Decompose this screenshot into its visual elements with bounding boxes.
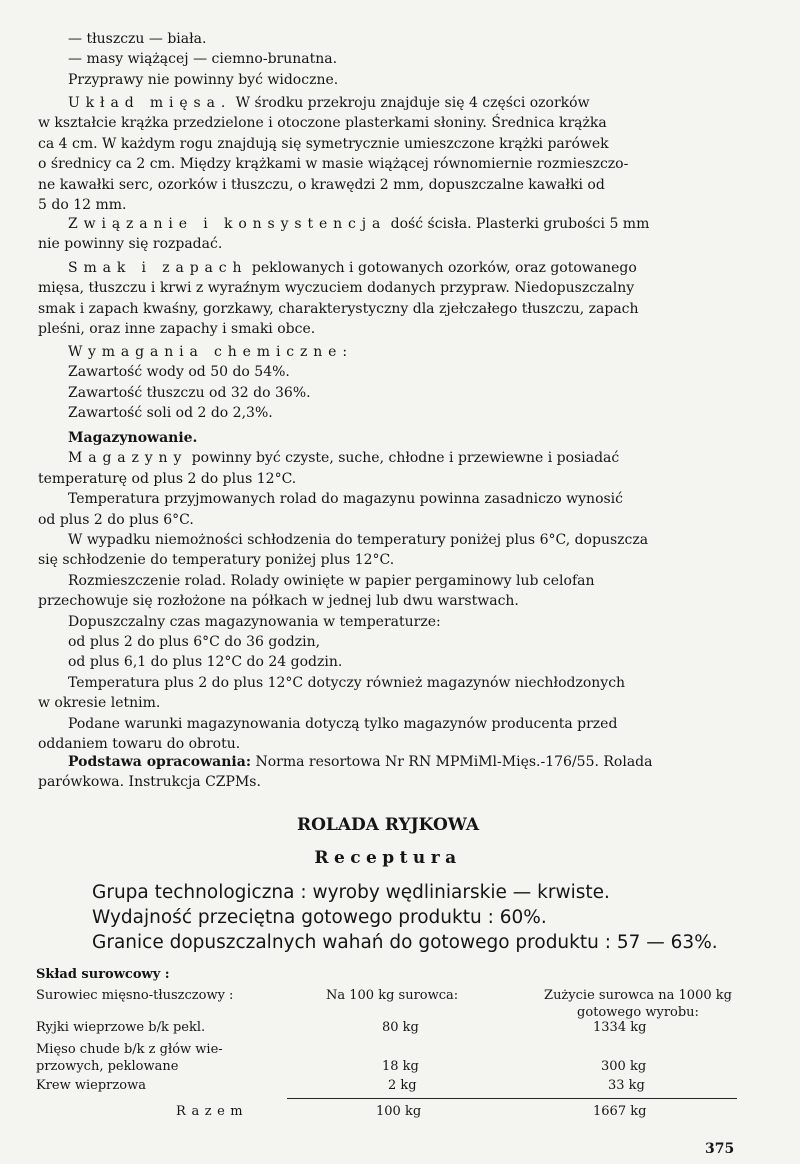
text-line: mięsa, tłuszczu i krwi z wyraźnym wyczuciem dodanych przypraw. Niedopuszczalny <box>38 280 635 297</box>
page-number: 375 <box>705 1141 735 1157</box>
text-line: oddaniem towaru do obrotu. <box>38 736 241 753</box>
text-line: temperaturę od plus 2 do plus 12°C. <box>38 470 297 487</box>
table-row-name: przowych, peklowane <box>36 1059 179 1074</box>
wymagania-heading: Wymagania chemiczne: <box>68 344 353 360</box>
text-line: się schłodzenie do temperatury poniżej plus 12°C. <box>38 552 395 569</box>
text-line: od plus 6,1 do plus 12°C do 24 godzin. <box>68 654 343 671</box>
uklad-heading: Układ mięsa. <box>68 95 232 111</box>
text-line: Norma resortowa Nr RN MPMiMl-Mięs.-176/55. Rolada <box>251 754 653 770</box>
group-line: Grupa technologiczna : wyroby wędliniarskie — krwiste. <box>92 882 610 903</box>
text-line: od plus 2 do plus 6°C do 36 godzin, <box>68 634 321 651</box>
text-line: parówkowa. Instrukcja CZPMs. <box>38 774 261 791</box>
podstawa-heading: Podstawa opracowania: <box>68 754 251 770</box>
intro-line: — masy wiążącej — ciemno-brunatna. <box>68 51 338 68</box>
table-caption: Skład surowcowy : <box>36 967 170 982</box>
text-line: Rozmieszczenie rolad. Rolady owinięte w papier pergaminowy lub celofan <box>68 572 595 589</box>
group-line: Granice dopuszczalnych wahań do gotowego produktu : 57 — 63%. <box>92 932 718 953</box>
text-line: ne kawałki serc, ozorków i tłuszczu, o krawędzi 2 mm, dopuszczalne kawałki od <box>38 176 605 193</box>
text-line: ca 4 cm. W każdym rogu znajdują się symetrycznie umieszczone krążki parówek <box>38 135 609 152</box>
text-line: powinny być czyste, suche, chłodne i przewiewne i posiadać <box>187 450 620 467</box>
zwiazanie-paragraph <box>38 214 738 255</box>
col2-header: Na 100 kg surowca: <box>326 988 459 1003</box>
intro-line: Przyprawy nie powinny być widoczne. <box>68 71 339 88</box>
table-total-label: Razem <box>176 1104 249 1119</box>
table-total-per1000: 1667 kg <box>593 1104 647 1119</box>
table-cell-per1000: 1334 kg <box>593 1020 647 1035</box>
text-line: w kształcie krążka przedzielone i otoczone plasterkami słoniny. Średnica krążka <box>38 115 607 132</box>
text-line: przechowuje się rozłożone na półkach w jednej lub dwu warstwach. <box>38 593 519 610</box>
text-line: o średnicy ca 2 cm. Między krążkami w masie wiążącej równomiernie rozmieszczo- <box>38 156 629 173</box>
intro-paragraph <box>38 29 738 90</box>
text-line: Temperatura przyjmowanych rolad do magazynu powinna zasadniczo wynosić <box>68 491 624 508</box>
text-line: Podane warunki magazynowania dotyczą tylko magazynów producenta przed <box>68 715 618 732</box>
zwiazanie-heading: Związanie i konsystencja <box>68 216 387 232</box>
recipe-group-block <box>92 880 762 955</box>
text-line: peklowanych i gotowanych ozorków, oraz gotowanego <box>247 260 637 276</box>
uklad-paragraph <box>38 93 738 215</box>
magazyny-lead: Magazyny <box>68 450 188 467</box>
col3-header-line: Zużycie surowca na 1000 kg <box>544 988 732 1003</box>
text-line: pleśni, oraz inne zapachy i smaki obce. <box>38 321 316 338</box>
text-line: Dopuszczalny czas magazynowania w temperaturze: <box>68 613 441 630</box>
group-line: Wydajność przeciętna gotowego produktu : 60%. <box>92 907 547 928</box>
table-total-rule <box>287 1098 737 1099</box>
table-total-per100: 100 kg <box>376 1104 422 1119</box>
table-cell-per100: 2 kg <box>388 1078 417 1093</box>
table-row-name: Mięso chude b/k z głów wie- <box>36 1042 223 1057</box>
magazynowanie-heading: Magazynowanie. <box>68 430 198 446</box>
recipe-title: ROLADA RYJKOWA <box>296 815 480 835</box>
table-row-name: Ryjki wieprzowe b/k pekl. <box>36 1020 206 1035</box>
text-line: smak i zapach kwaśny, gorzkawy, charakterystyczny dla zjełczałego tłuszczu, zapach <box>38 300 639 317</box>
table-cell-per100: 18 kg <box>382 1059 419 1074</box>
col3-header <box>518 987 758 1021</box>
text-line: w okresie letnim. <box>38 695 161 712</box>
text-line: W środku przekroju znajduje się 4 części ozorków <box>231 95 590 111</box>
col3-header-line: gotowego wyrobu: <box>577 1005 699 1020</box>
text-line: Zawartość tłuszczu od 32 do 36%. <box>68 384 311 401</box>
table-cell-per1000: 33 kg <box>608 1078 645 1093</box>
table-cell-per100: 80 kg <box>382 1020 419 1035</box>
intro-line: — tłuszczu — biała. <box>68 31 207 47</box>
table-cell-per1000: 300 kg <box>601 1059 647 1074</box>
text-line: Temperatura plus 2 do plus 12°C dotyczy również magazynów niechłodzonych <box>68 674 626 691</box>
col1-header: Surowiec mięsno-tłuszczowy : <box>36 988 234 1003</box>
smak-heading: Smak i zapach <box>68 260 248 276</box>
smak-paragraph <box>38 258 738 340</box>
podstawa-paragraph <box>38 752 738 793</box>
text-line: Zawartość wody od 50 do 54%. <box>68 364 290 381</box>
wymagania-paragraph <box>38 342 738 424</box>
recipe-subtitle: Receptura <box>314 848 462 868</box>
text-line: dość ścisła. Plasterki grubości 5 mm <box>386 216 650 232</box>
text-line: W wypadku niemożności schłodzenia do temperatury poniżej plus 6°C, dopuszcza <box>68 532 649 549</box>
magazynowanie-section <box>38 428 738 755</box>
text-line: nie powinny się rozpadać. <box>38 236 223 253</box>
text-line: od plus 2 do plus 6°C. <box>38 511 194 528</box>
text-line: Zawartość soli od 2 do 2,3%. <box>68 405 273 422</box>
table-row-name: Krew wieprzowa <box>36 1078 146 1093</box>
ingredients-table <box>36 966 752 1126</box>
text-line: 5 do 12 mm. <box>38 197 127 214</box>
